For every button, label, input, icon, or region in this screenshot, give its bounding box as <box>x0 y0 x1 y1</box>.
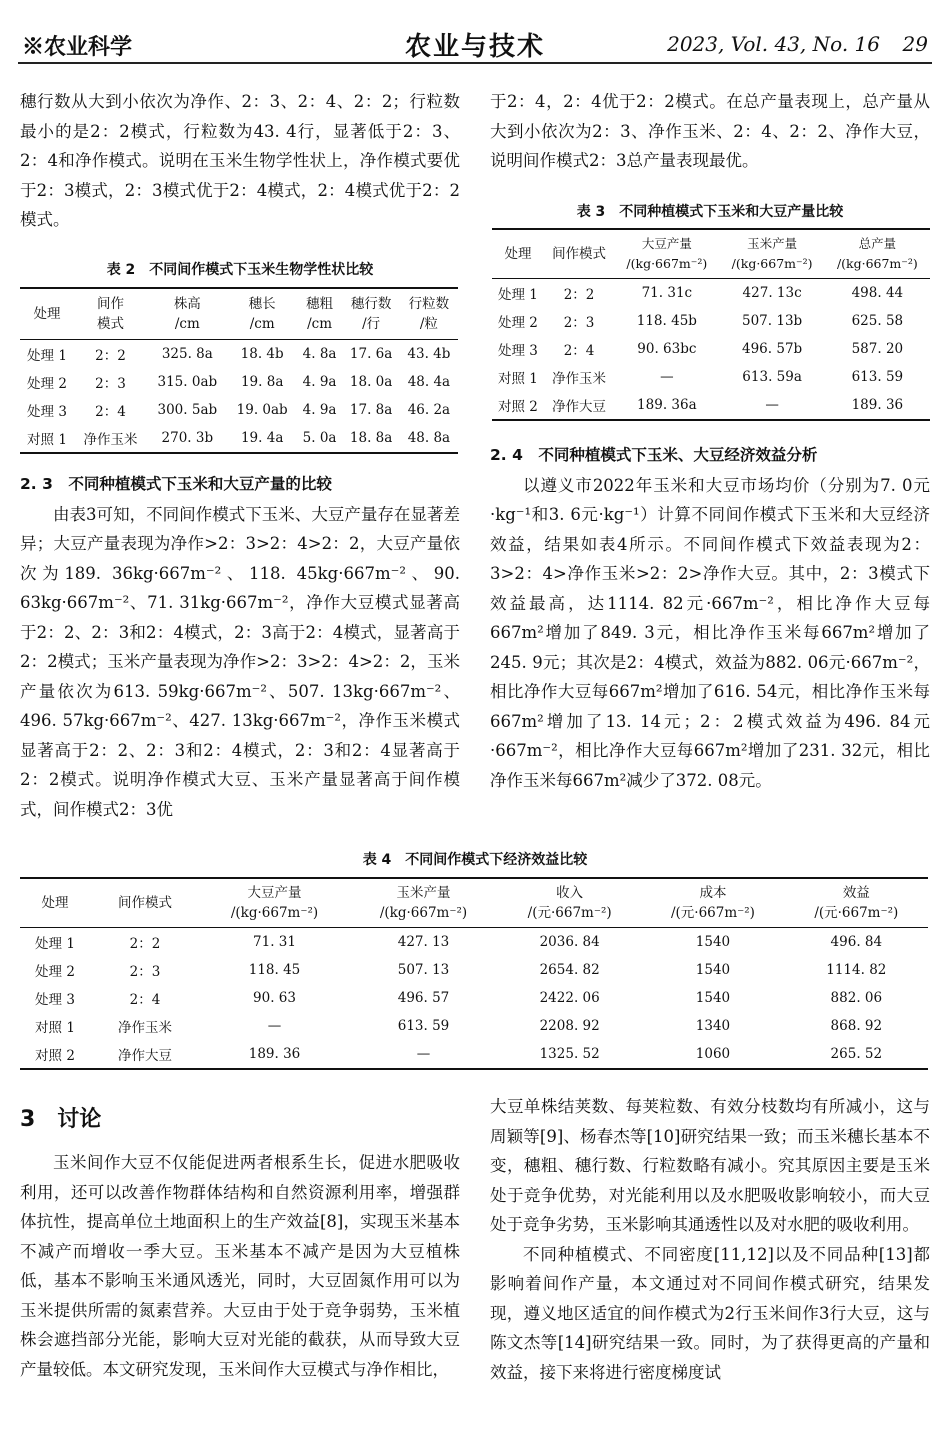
table-row: 对照 1 净作玉米 — 613. 59a 613. 59 <box>498 369 904 387</box>
table-row: 对照 2 净作大豆 189. 36 — 1325. 52 1060 265. 52 <box>20 1040 928 1069</box>
table2-header-cell: 处理 <box>20 288 74 340</box>
table-row: 处理 1 2：2 71. 31c 427. 13c 498. 44 <box>498 285 904 303</box>
table-row: 处理 2 2：3 118. 45 507. 13 2654. 82 1540 1114. 82 <box>35 962 887 980</box>
table-row: 处理 3 2：4 90. 63 496. 57 2422. 06 1540 882. 06 <box>35 990 883 1008</box>
table4-header-cell: 效益 /(元·667m⁻²) <box>785 878 928 928</box>
table2-header-cell: 穗行数 /行 <box>342 288 399 340</box>
table3-header-cell: 大豆产量 /(kg·667m⁻²) <box>614 229 719 279</box>
table2-caption: 表 2 不同间作模式下玉米生物学性状比较 <box>106 262 374 278</box>
page-header <box>0 0 950 62</box>
table2-header-cell: 行粒数 /粒 <box>400 288 458 340</box>
left-top-paragraph: 穗行数从大到小依次为净作、2：3、2：4、2：2；行粒数最小的是2：2模式，行粒数为43. 4行，显著低于2：3、2：4和净作模式。说明在玉米生物学性状上，净作模式要优于2：3模式，2：3模式优于2：4模式，2：4模式优于2：2模式。 <box>20 92 460 229</box>
table4-header-cell: 成本 /(元·667m⁻²) <box>641 878 784 928</box>
table3-header-cell: 处理 <box>492 229 544 279</box>
table-row: 处理 3 2：4 90. 63bc 496. 57b 587. 20 <box>498 341 904 359</box>
table-row: 处理 2 2：3 315. 0ab 19. 8a 4. 9a 18. 0a 48. 4a <box>27 374 451 392</box>
right-top-paragraph: 于2：4，2：4优于2：2模式。在总产量表现上，总产量从大到小依次为2：3、净作玉米、2：4、2：2、净作大豆，说明间作模式2：3总产量表现最优。 <box>490 92 930 170</box>
table2-header-cell: 穗长 /cm <box>228 288 297 340</box>
section-2-3-paragraph: 由表3可知，不同间作模式下玉米、大豆产量存在显著差异；大豆产量表现为净作>2：3>2：4>2：2，大豆产量依次为189. 36kg·667m⁻²、118. 45kg·667m⁻²、90. 63kg·667m⁻²、71. 31kg·667m⁻²，净作大豆模式显著高于2：2、2：3和2：4模式，2：3高于2：4模式，显著高于2：2模式；玉米产量表现为净作>2：3>2：4>2：2，玉米产量依次为613. 59kg·667m⁻²、507. 13kg·667m⁻²、496. 57kg·667m⁻²、427. 13kg·667m⁻²，净作玉米模式显著高于2：2、2：3和2：4模式，2：3和2：4显著高于2：2模式。说明净作模式大豆、玉米产量显著高于间作模式，间作模式2：3优 <box>20 504 460 819</box>
table2-header-cell: 穗粗 /cm <box>297 288 343 340</box>
table-row: 对照 1 净作玉米 270. 3b 19. 4a 5. 0a 18. 8a 48. 8a <box>20 424 458 453</box>
table-row: 处理 1 2：2 71. 31 427. 13 2036. 84 1540 496. 84 <box>35 934 883 952</box>
table3-header-cell: 玉米产量 /(kg·667m⁻²) <box>719 229 824 279</box>
table-row: 对照 2 净作大豆 189. 36a — 189. 36 <box>492 391 930 420</box>
section-3-paragraph-right-2: 不同种植模式、不同密度[11,12]以及不同品种[13]都影响着间作产量，本文通过对不同间作模式研究，结果发现，遵义地区适宜的间作模式为2行玉米间作3行大豆，这与陈文杰等[14]研究结果一致。同时，为了获得更高的产量和效益，接下来将进行密度梯度试 <box>490 1244 930 1382</box>
page-number: 29 <box>902 32 928 56</box>
table2-header-cell: 间作 模式 <box>74 288 147 340</box>
section-3-paragraph-left: 玉米间作大豆不仅能促进两者根系生长，促进水肥吸收利用，还可以改善作物群体结构和自然资源利用率，增强群体抗性，提高单位土地面积上的生产效益[8]，实现玉米基本不减产而增收一季大豆。玉米基本不减产是因为大豆植株低，基本不影响玉米通风透光，同时，大豆固氮作用可以为玉米提供所需的氮素营养。大豆由于处于竞争弱势，玉米植株会遮挡部分光能，影响大豆对光能的截获，从而导致大豆产量较低。本文研究发现，玉米间作大豆模式与净作相比， <box>20 1153 460 1379</box>
volume-info: 2023, Vol. 43, No. 16 <box>667 32 880 56</box>
table2 <box>20 287 458 454</box>
table-row: 处理 1 2：2 325. 8a 18. 4b 4. 8a 17. 6a 43. 4b <box>27 346 451 364</box>
section-2-4-paragraph: 以遵义市2022年玉米和大豆市场均价（分别为7. 0元·kg⁻¹和3. 6元·kg⁻¹）计算不同间作模式下玉米和大豆经济效益，结果如表4所示。不同间作模式下效益表现为2：3>2：4>净作玉米>2：2>净作大豆。其中，2：3模式下效益最高，达1114. 82元·667m⁻²，相比净作大豆每667m²增加了849. 3元，相比净作玉米每667m²增加了245. 9元；其次是2：4模式，效益为882. 06元·667m⁻²，相比净作大豆每667m²增加了616. 54元，相比净作玉米每667m²增加了13. 14元；2：2模式效益为496. 84元·667m⁻²，相比净作大豆每667m²增加了231. 32元，相比净作玉米每667m²减少了372. 08元。 <box>490 475 930 790</box>
table4-header-cell: 收入 /(元·667m⁻²) <box>498 878 641 928</box>
table3 <box>492 228 930 421</box>
section-2-4 <box>490 441 930 795</box>
table2-header-cell: 株高 /cm <box>147 288 228 340</box>
section-3-right <box>490 1092 930 1387</box>
header-rule <box>18 62 932 64</box>
section-3-paragraph-right-1: 大豆单株结荚数、每荚粒数、有效分枝数均有所减小，这与周颖等[9]、杨春杰等[10]研究结果一致；而玉米穗长基本不变，穗粗、穗行数、行粒数略有减小。究其原因主要是玉米处于竞争优势，对光能利用以及水肥吸收影响较小，而大豆处于竞争劣势，玉米影响其通透性以及对水肥的吸收利用。 <box>490 1097 930 1234</box>
table4-header-cell: 处理 <box>20 878 90 928</box>
table3-header-cell: 间作模式 <box>544 229 614 279</box>
table4-header-cell: 大豆产量 /(kg·667m⁻²) <box>200 878 349 928</box>
section-2-3-heading: 2. 3 不同种植模式下玉米和大豆产量的比较 <box>20 475 332 493</box>
table-row: 对照 1 净作玉米 — 613. 59 2208. 92 1340 868. 92 <box>35 1018 883 1036</box>
table4-header-cell: 间作模式 <box>90 878 200 928</box>
table-row: 处理 2 2：3 118. 45b 507. 13b 625. 58 <box>498 313 904 331</box>
journal-title: 农业与技术 <box>404 32 545 62</box>
table3-header-cell: 总产量 /(kg·667m⁻²) <box>825 229 930 279</box>
table4-caption: 表 4 不同间作模式下经济效益比较 <box>362 852 588 868</box>
table4-header-cell: 玉米产量 /(kg·667m⁻²) <box>349 878 498 928</box>
table4 <box>20 877 928 1070</box>
table3-caption: 表 3 不同种植模式下玉米和大豆产量比较 <box>576 204 844 220</box>
section-2-4-heading: 2. 4 不同种植模式下玉米、大豆经济效益分析 <box>490 446 818 464</box>
section-label: ※农业科学 <box>22 34 133 60</box>
section-3-left <box>20 1100 460 1384</box>
table-row: 处理 3 2：4 300. 5ab 19. 0ab 4. 9a 17. 8a 46. 2a <box>27 402 451 420</box>
section-3-heading: 3 讨论 <box>20 1107 102 1132</box>
section-2-3 <box>20 470 460 824</box>
